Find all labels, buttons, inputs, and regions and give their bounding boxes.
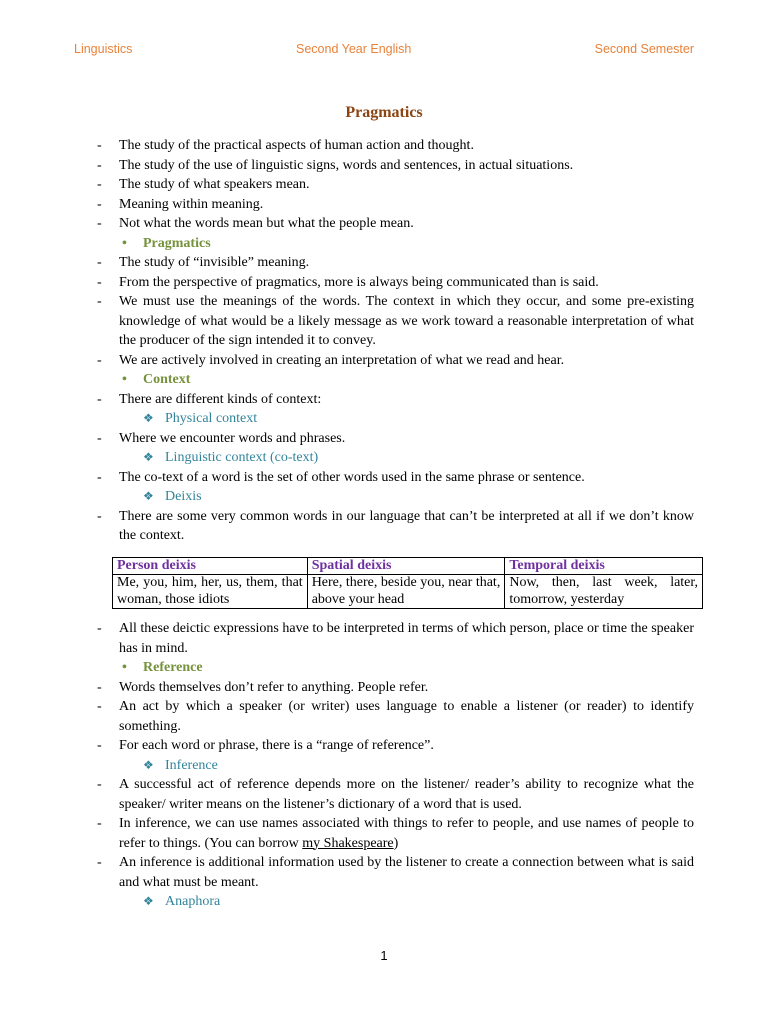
list-item: - For each word or phrase, there is a “range of reference”. (96, 736, 694, 756)
subheading-linguistic-context: ❖ Linguistic context (co-text) (96, 448, 694, 468)
list-item: - Where we encounter words and phrases. (96, 429, 694, 449)
section-heading-pragmatics: • Pragmatics (96, 234, 694, 254)
subheading-inference: ❖ Inference (96, 756, 694, 776)
header-semester: Second Semester (594, 42, 694, 56)
table-cell-spatial: Here, there, beside you, near that, above your head (307, 575, 505, 609)
page-number: 1 (380, 948, 388, 963)
page-header (74, 42, 694, 60)
table-row (113, 575, 703, 609)
table-header-temporal-deixis: Temporal deixis (505, 557, 703, 575)
inference-text: In inference, we can use names associated with things to refer to people, and use names of people to refer to things. (You can borrow (119, 816, 694, 851)
subheading-deixis: ❖ Deixis (96, 487, 694, 507)
list-item: - The study of the use of linguistic signs, words and sentences, in actual situations. (96, 156, 694, 176)
list-item: - From the perspective of pragmatics, more is always being communicated than is said. (96, 273, 694, 293)
deixis-table (112, 557, 703, 610)
list-item: - An inference is additional information used by the listener to create a connection between what is said and what must be meant. (96, 853, 694, 892)
list-item: - Not what the words mean but what the people mean. (96, 214, 694, 234)
list-item: - Meaning within meaning. (96, 195, 694, 215)
list-item: - We must use the meanings of the words. The context in which they occur, and some pre-existing knowledge of what would be a likely message as we work toward a reasonable interpretation of what the producer of the sign intended it to convey. (96, 292, 694, 351)
list-item: - The study of the practical aspects of human action and thought. (96, 136, 694, 156)
list-item: - We are actively involved in creating an interpretation of what we read and hear. (96, 351, 694, 371)
table-header-row (113, 557, 703, 575)
list-item: - There are some very common words in our language that can’t be interpreted at all if we don’t know the context. (96, 507, 694, 546)
table-header-spatial-deixis: Spatial deixis (307, 557, 505, 575)
page-title: Pragmatics (345, 104, 423, 121)
section-heading-context: • Context (96, 370, 694, 390)
list-item: - The study of “invisible” meaning. (96, 253, 694, 273)
list-item: - The co-text of a word is the set of other words used in the same phrase or sentence. (96, 468, 694, 488)
list-item: - All these deictic expressions have to be interpreted in terms of which person, place or time the speaker has in mind. (96, 619, 694, 658)
subheading-physical-context: ❖ Physical context (96, 409, 694, 429)
shakespeare-link[interactable]: my Shakespeare (302, 835, 394, 851)
table-header-person-deixis: Person deixis (113, 557, 308, 575)
inference-text-end: ) (393, 835, 399, 851)
header-course: Linguistics (74, 42, 133, 56)
document-body (96, 136, 698, 912)
header-year: Second Year English (296, 42, 412, 56)
list-item: - An act by which a speaker (or writer) uses language to enable a listener (or reader) to identify something. (96, 697, 694, 736)
subheading-anaphora: ❖ Anaphora (96, 892, 694, 912)
list-item: - The study of what speakers mean. (96, 175, 694, 195)
section-heading-reference: • Reference (96, 658, 694, 678)
list-item: - A successful act of reference depends more on the listener/ reader’s ability to recognize what the speaker/ writer means on the listener’s dictionary of a word that is used. (96, 775, 694, 814)
table-cell-temporal: Now, then, last week, later, tomorrow, yesterday (505, 575, 703, 609)
list-item: - Words themselves don’t refer to anything. People refer. (96, 678, 694, 698)
list-item (96, 814, 694, 853)
list-item: - There are different kinds of context: (96, 390, 694, 410)
table-cell-person: Me, you, him, her, us, them, that woman, those idiots (113, 575, 308, 609)
